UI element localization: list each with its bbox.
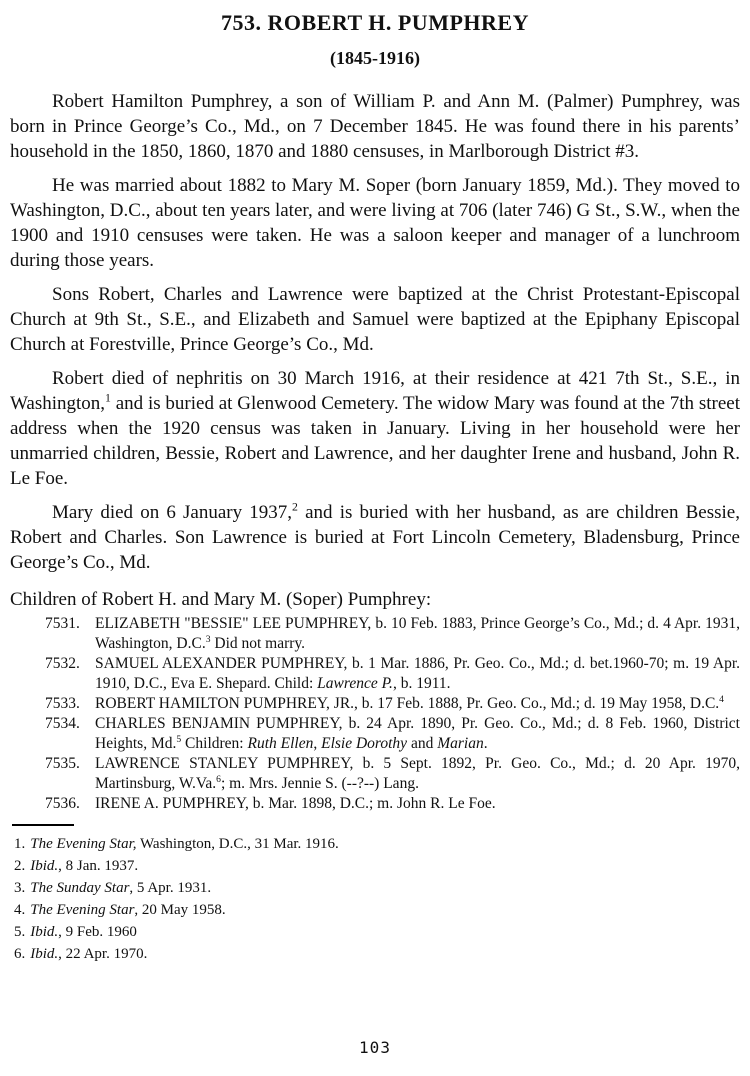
paragraph-death-robert: Robert died of nephritis on 30 March 1916, at their residence at 421 7th St., S.E., in Washington,$^1$ and is buried at Glenwood Cemetery. The widow Mary was found at the 7th street address when the 1920 census was taken in January. Living in her household were her unmarried children, Bessie, Robert and Lawrence, and her daughter Irene and husband, John R. Le Foe. — [10, 368, 740, 489]
entry-text: CHARLES BENJAMIN PUMPHREY, b. 24 Apr. 1890, Pr. Geo. Co., Md.; d. 8 Feb. 1960, District Heights, Md.$^5$ Children: Ruth Ellen, Elsie Dorothy and Marian. — [95, 715, 740, 752]
footnote — [14, 855, 740, 877]
footnote — [14, 921, 740, 943]
child-entry — [45, 754, 740, 794]
footnote-number: 1. — [14, 836, 26, 852]
footnote-number: 2. — [14, 858, 26, 874]
entry-number: 7531. — [45, 615, 80, 632]
entry-number: 7535. — [45, 755, 80, 772]
entry-number: 7536. — [45, 795, 80, 812]
entry-number: 7532. — [45, 655, 80, 672]
entry-text: ELIZABETH "BESSIE" LEE PUMPHREY, b. 10 Feb. 1883, Prince George’s Co., Md.; d. 4 Apr. 1931, Washington, D.C.$^3$ Did not marry. — [95, 615, 740, 652]
footnote — [14, 833, 740, 855]
child-entry — [45, 654, 740, 694]
footnote-text: The Evening Star, Washington, D.C., 31 Mar. 1916. — [30, 836, 339, 852]
footnote-number: 6. — [14, 946, 26, 962]
entry-text: IRENE A. PUMPHREY, b. Mar. 1898, D.C.; m. John R. Le Foe. — [95, 795, 496, 812]
footnote-divider-rule — [12, 824, 74, 826]
footnote-number: 5. — [14, 924, 26, 940]
child-entry — [45, 614, 740, 654]
body-text — [10, 89, 740, 575]
paragraph-death-mary: Mary died on 6 January 1937,$^2$ and is buried with her husband, as are children Bessie, Robert and Charles. Son Lawrence is buried at Fort Lincoln Cemetery, Bladensburg, Prince George’s Co., Md. — [10, 500, 740, 573]
entry-text: ROBERT HAMILTON PUMPHREY, JR., b. 17 Feb. 1888, Pr. Geo. Co., Md.; d. 19 May 1958, D.C.$^4$ — [95, 693, 724, 712]
entry-number: 7533. — [45, 695, 80, 712]
children-list — [10, 614, 740, 814]
child-entry — [45, 714, 740, 754]
footnote — [14, 877, 740, 899]
child-entry — [45, 693, 740, 714]
child-entry — [45, 794, 740, 814]
footnote-number: 3. — [14, 880, 26, 896]
page-subtitle-life-dates: (1845-1916) — [330, 48, 420, 68]
footnote — [14, 899, 740, 921]
page-number: 103 — [359, 1038, 391, 1057]
footnote — [14, 943, 740, 965]
footnote-text: The Sunday Star, 5 Apr. 1931. — [30, 880, 212, 896]
footnotes-section — [14, 833, 740, 965]
page-title: 753. ROBERT H. PUMPHREY — [221, 10, 529, 35]
entry-text: LAWRENCE STANLEY PUMPHREY, b. 5 Sept. 1892, Pr. Geo. Co., Md.; d. 20 Apr. 1970, Martinsburg, W.Va.$^6$; m. Mrs. Jennie S. (--?--) Lang. — [95, 755, 740, 792]
footnote-text: Ibid., 22 Apr. 1970. — [30, 946, 148, 962]
footnote-number: 4. — [14, 902, 26, 918]
paragraph-birth: Robert Hamilton Pumphrey, a son of William P. and Ann M. (Palmer) Pumphrey, was born in Prince George’s Co., Md., on 7 December 1845. He was found there in his parents’ household in the 1850, 1860, 1870 and 1880 censuses, in Marlborough District #3. — [10, 91, 740, 162]
footnote-text: Ibid., 9 Feb. 1960 — [30, 924, 137, 940]
entry-text: SAMUEL ALEXANDER PUMPHREY, b. 1 Mar. 1886, Pr. Geo. Co., Md.; d. bet.1960-70; m. 19 Apr. 1910, D.C., Eva E. Shepard. Child: Lawrence P., b. 1911. — [95, 655, 740, 692]
paragraph-baptisms: Sons Robert, Charles and Lawrence were baptized at the Christ Protestant-Episcopal Church at 9th St., S.E., and Elizabeth and Samuel were baptized at the Epiphany Episcopal Church at Forestville, Prince George’s Co., Md. — [10, 284, 740, 355]
entry-number: 7534. — [45, 715, 80, 732]
paragraph-marriage: He was married about 1882 to Mary M. Soper (born January 1859, Md.). They moved to Washington, D.C., about ten years later, and were living at 706 (later 746) G St., S.W., when the 1900 and 1910 censuses were taken. He was a saloon keeper and manager of a lunchroom during those years. — [10, 175, 740, 271]
footnote-text: Ibid., 8 Jan. 1937. — [30, 858, 139, 874]
footnote-text: The Evening Star, 20 May 1958. — [30, 902, 226, 918]
children-section-heading: Children of Robert H. and Mary M. (Soper) Pumphrey: — [10, 589, 432, 610]
